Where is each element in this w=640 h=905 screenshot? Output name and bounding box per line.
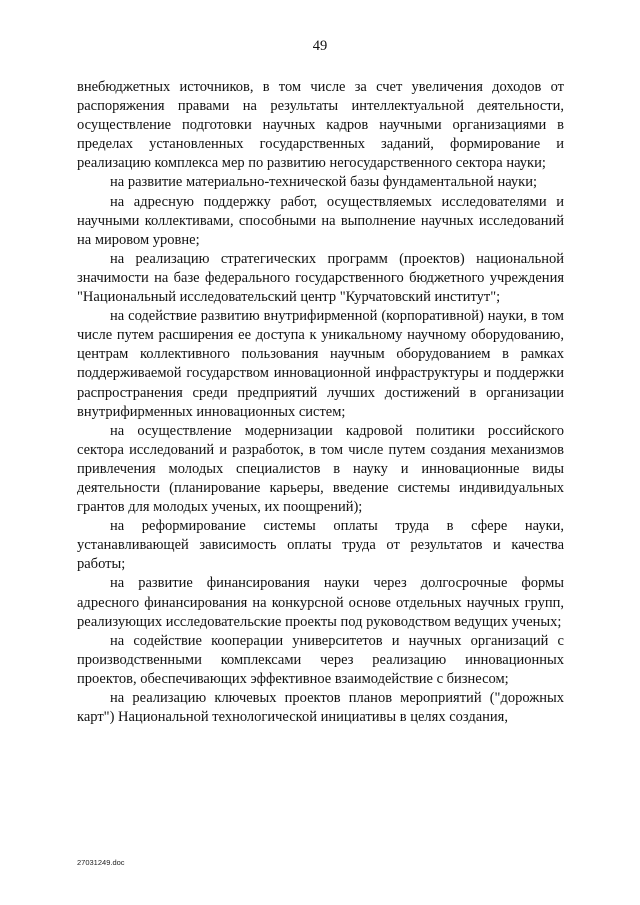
paragraph: на развитие материально-технической базы фундаментальной науки; (110, 174, 537, 191)
paragraph: на развитие финансирования науки через долгосрочные формы адресного финансирования на конкурсной основе отдельных научных групп, реализующих исследовательские проекты под руководством ведущих ученых; (77, 575, 564, 630)
paragraph: на содействие кооперации университетов и научных организаций с производственными комплексами через реализацию инновационных проектов, обеспечивающих эффективное взаимодействие с бизнесом; (77, 632, 564, 687)
paragraph: на содействие развитию внутрифирменной (корпоративной) науки, в том числе путем расширения ее доступа к уникальному научному оборудованию, центрам коллективного пользования научным оборудованием в рамках поддерживаемой государством инновационной инфраструктуры и поддержки распространения среди предприятий лучших достижений в организации внутрифирменных инновационных систем; (77, 308, 564, 420)
document-body (77, 78, 564, 727)
paragraph: на реализацию стратегических программ (проектов) национальной значимости на базе федерального государственного бюджетного учреждения "Национальный исследовательский центр "Курчатовский институт"; (77, 250, 564, 306)
paragraph: на реформирование системы оплаты труда в сфере науки, устанавливающей зависимость оплаты труда от результатов и качества работы; (77, 518, 564, 573)
paragraph: на адресную поддержку работ, осуществляемых исследователями и научными коллективами, способными на выполнение научных исследований на мировом уровне; (77, 193, 564, 248)
paragraph: на реализацию ключевых проектов планов мероприятий ("дорожных карт") Национальной технологической инициативы в целях создания, (77, 690, 564, 726)
paragraph: внебюджетных источников, в том числе за счет увеличения доходов от распоряжения правами на результаты интеллектуальной деятельности, осуществление подготовки научных кадров научными организациями в пределах установленных государственных заданий, формирование и реализацию комплекса мер по развитию негосударственного сектора науки; (77, 79, 564, 172)
file-name-footer: 27031249.doc (77, 858, 125, 867)
page-number: 49 (312, 38, 328, 54)
paragraph: на осуществление модернизации кадровой политики российского сектора исследований и разработок, в том числе путем создания механизмов привлечения молодых специалистов в науку и инновационные виды деятельности (планирование карьеры, введение системы индивидуальных грантов для молодых ученых, их поощрений); (77, 422, 564, 516)
